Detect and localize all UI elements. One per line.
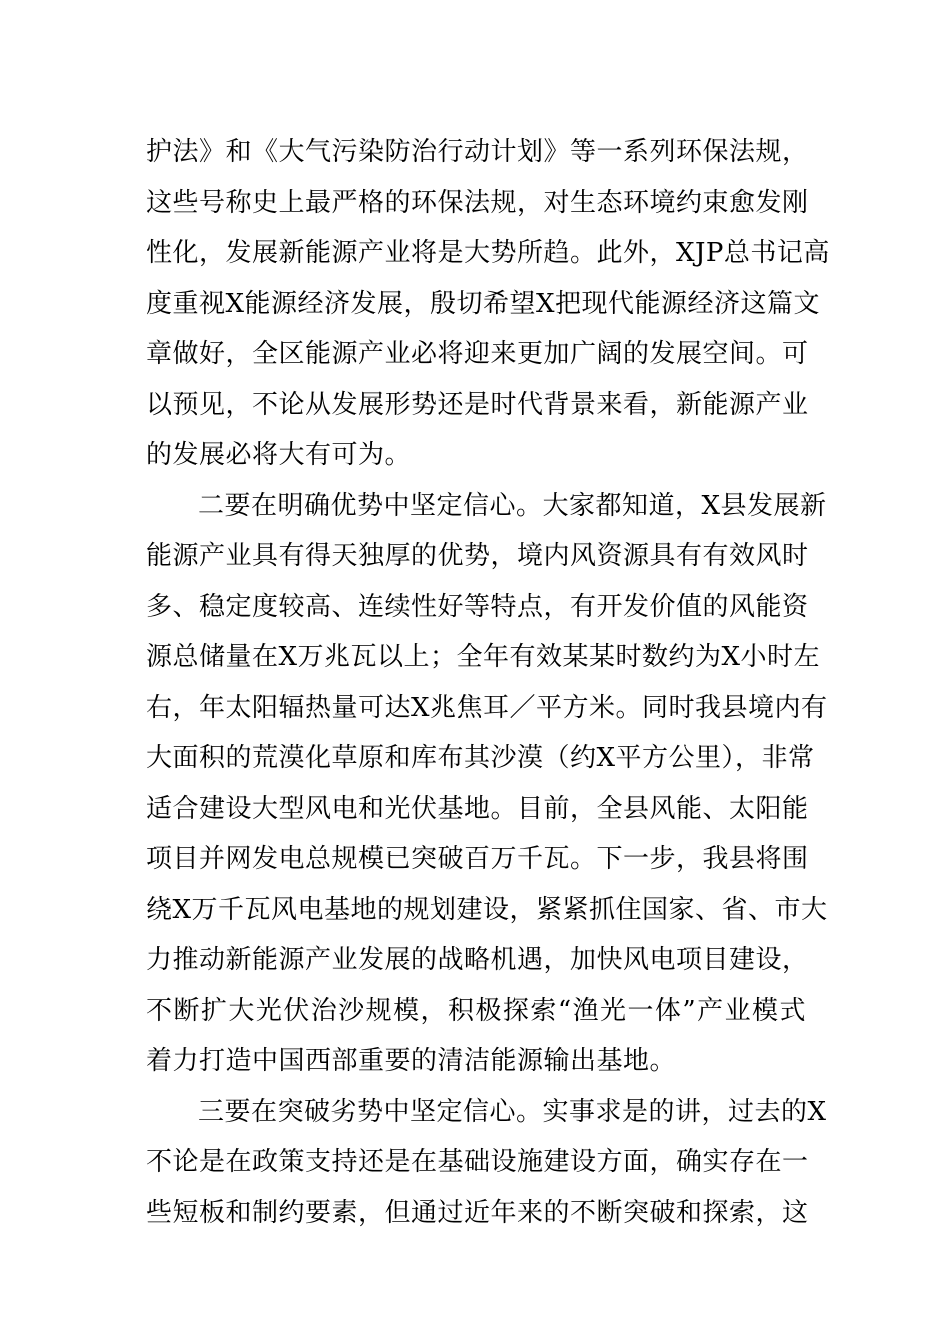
text-line: 的发展必将大有可为。 — [146, 440, 412, 470]
document-body — [146, 127, 830, 1238]
text-line: 能源产业具有得天独厚的优势，境内风资源具有有效风时 — [146, 541, 809, 571]
text-line: 护法》和《大气污染防治行动计划》等一系列环保法规， — [146, 137, 809, 167]
text-line: 绕X万千瓦风电基地的规划建设，紧紧抓住国家、省、市大 — [146, 894, 828, 925]
text-line: 以预见，不论从发展形势还是时代背景来看，新能源产业 — [146, 389, 809, 420]
text-line: 源总储量在X万兆瓦以上；全年有效某某时数约为X小时左 — [146, 642, 821, 672]
text-line: 多、稳定度较高、连续性好等特点，有开发价值的风能资 — [146, 591, 809, 622]
text-line: 项目并网发电总规模已突破百万千瓦。下一步，我县将围 — [146, 844, 809, 874]
text-line: 这些号称史上最严格的环保法规，对生态环境约束愈发刚 — [146, 187, 809, 218]
text-line: 大面积的荒漠化草原和库布其沙漠（约X平方公里），非常 — [146, 743, 815, 773]
text-line: 不论是在政策支持还是在基础设施建设方面，确实存在一 — [146, 1147, 809, 1177]
text-line: 不断扩大光伏治沙规模，积极探索“渔光一体”产业模式 — [146, 995, 806, 1026]
text-line: 章做好，全区能源产业必将迎来更加广阔的发展空间。可 — [146, 339, 809, 369]
paragraph-start-line: 三要在突破劣势中坚定信心。实事求是的讲，过去的X — [198, 1096, 827, 1127]
text-line: 适合建设大型风电和光伏基地。目前，全县风能、太阳能 — [146, 793, 809, 824]
text-line: 力推动新能源产业发展的战略机遇，加快风电项目建设， — [146, 945, 809, 975]
text-line: 右，年太阳辐热量可达X兆焦耳／平方米。同时我县境内有 — [146, 692, 828, 723]
text-line: 性化，发展新能源产业将是大势所趋。此外，XJP总书记高 — [146, 238, 830, 268]
paragraph-start-line: 二要在明确优势中坚定信心。大家都知道，X县发展新 — [198, 490, 827, 521]
text-line: 些短板和制约要素，但通过近年来的不断突破和探索，这 — [146, 1197, 809, 1228]
text-line: 着力打造中国西部重要的清洁能源输出基地。 — [146, 1046, 677, 1076]
text-line: 度重视X能源经济发展，殷切希望X把现代能源经济这篇文 — [146, 288, 821, 319]
